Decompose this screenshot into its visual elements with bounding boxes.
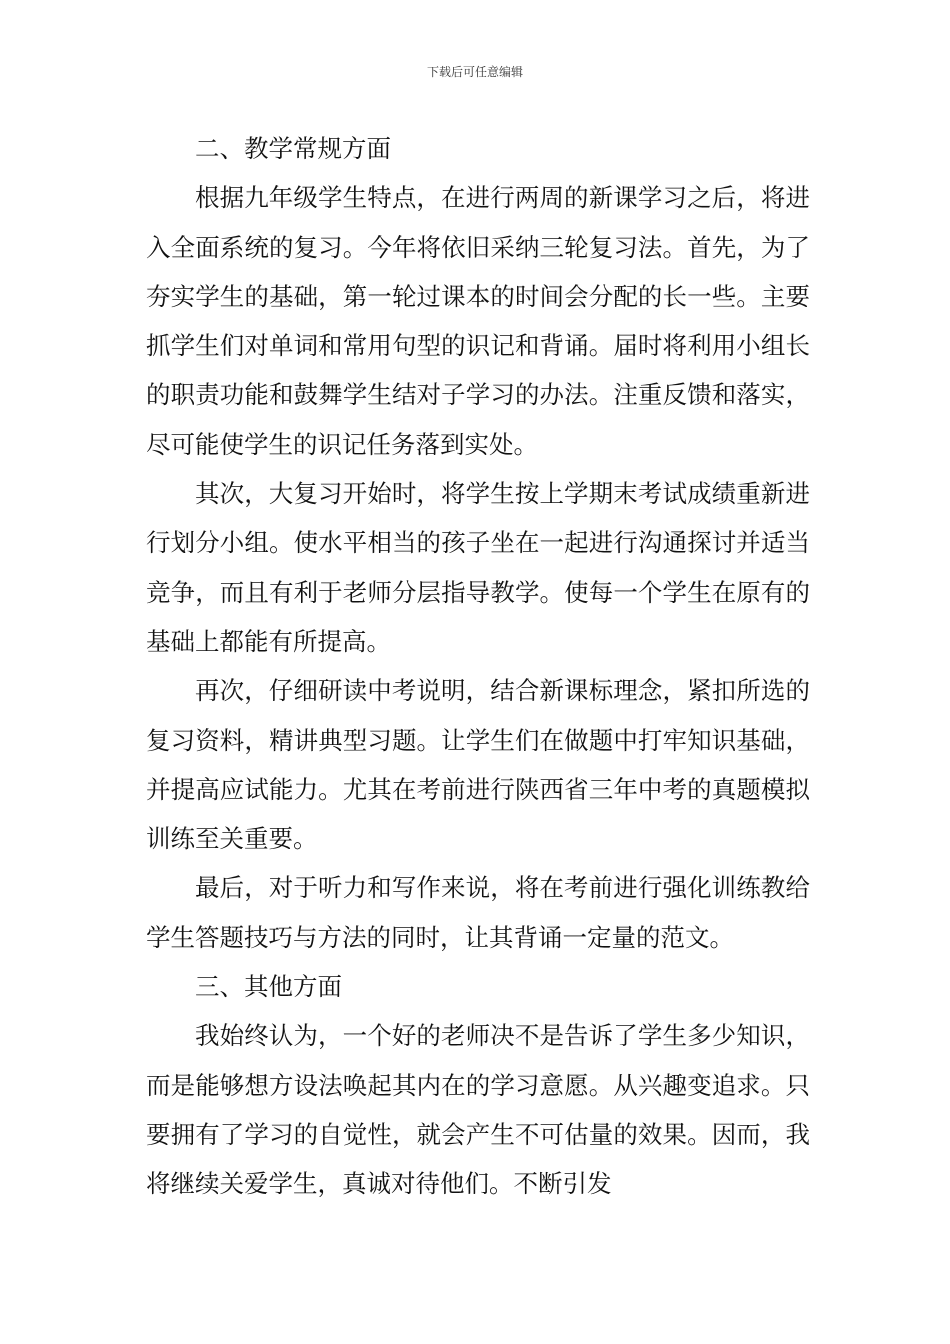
paragraph: 再次，仔细研读中考说明，结合新课标理念，紧扣所选的复习资料，精讲典型习题。让学生们在做题中打牢知识基础，并提高应试能力。尤其在考前进行陕西省三年中考的真题模拟训练至关重要。 [146,676,810,854]
paragraph: 其次，大复习开始时，将学生按上学期末考试成绩重新进行划分小组。使水平相当的孩子坐在一起进行沟通探讨并适当竞争，而且有利于老师分层指导教学。使每一个学生在原有的基础上都能有所提高。 [146,479,810,656]
paragraph: 最后，对于听力和写作来说，将在考前进行强化训练教给学生答题技巧与方法的同时，让其背诵一定量的范文。 [146,873,810,952]
section-heading: 三、其他方面 [195,972,342,1002]
page-header: 下载后可任意编辑 [426,65,523,79]
paragraph: 根据九年级学生特点，在进行两周的新课学习之后，将进入全面系统的复习。今年将依旧采纳三轮复习法。首先，为了夯实学生的基础，第一轮过课本的时间会分配的长一些。主要抓学生们对单词和常用句型的识记和背诵。届时将利用小组长的职责功能和鼓舞学生结对子学习的办法。注重反馈和落实，尽可能使学生的识记任务落到实处。 [146,183,810,459]
section-heading: 二、教学常规方面 [195,134,391,163]
paragraph: 我始终认为，一个好的老师决不是告诉了学生多少知识，而是能够想方设法唤起其内在的学习意愿。从兴趣变追求。只要拥有了学习的自觉性，就会产生不可估量的效果。因而，我将继续关爱学生，真诚对待他们。不断引发 [146,1021,810,1199]
document-body [146,124,810,1209]
